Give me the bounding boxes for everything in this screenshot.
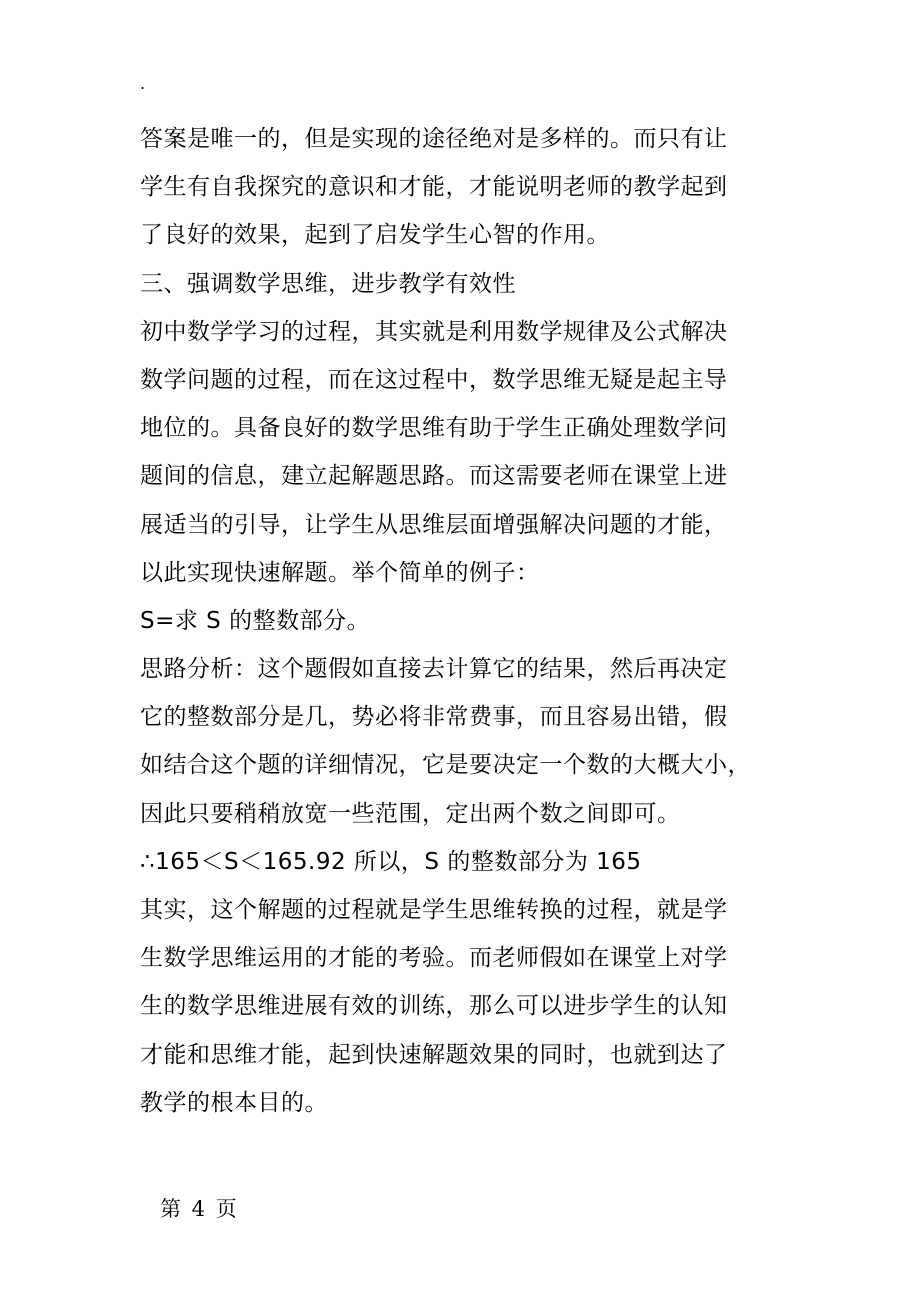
text-line: 生数学思维运用的才能的考验。而老师假如在课堂上对学 — [140, 945, 728, 972]
text-line: 其实，这个解题的过程就是学生思维转换的过程，就是学 — [140, 897, 728, 923]
text-line: 了良好的效果，起到了启发学生心智的作用。 — [140, 222, 610, 249]
text-line: 题间的信息，建立起解题思路。而这需要老师在课堂上进 — [140, 463, 728, 490]
page-number: 第 4 页 — [160, 1197, 239, 1221]
text-line: 生的数学思维进展有效的训练，那么可以进步学生的认知 — [140, 993, 728, 1020]
text-line: 数学问题的过程，而在这过程中，数学思维无疑是起主导 — [140, 366, 728, 393]
header-dot: . — [140, 74, 146, 93]
text-line: 如结合这个题的详细情况，它是要决定一个数的大概大小， — [140, 752, 751, 779]
math-line: ∴165＜S＜165.92 所以，S 的整数部分为 165 — [140, 848, 642, 875]
document-body — [140, 115, 780, 1127]
text-line: 展适当的引导，让学生从思维层面增强解决问题的才能， — [140, 511, 728, 538]
text-line: 才能和思维才能，起到快速解题效果的同时，也就到达了 — [140, 1041, 728, 1068]
text-line: 地位的。具备良好的数学思维有助于学生正确处理数学问 — [140, 415, 728, 442]
text-line: 以此实现快速解题。举个简单的例子： — [140, 559, 540, 586]
text-line: 初中数学学习的过程，其实就是利用数学规律及公式解决 — [140, 318, 728, 345]
text-line: S=求 S 的整数部分。 — [140, 607, 371, 634]
text-line: 思路分析：这个题假如直接去计算它的结果，然后再决定 — [140, 656, 728, 683]
text-line: 学生有自我探究的意识和才能，才能说明老师的教学起到 — [140, 174, 728, 201]
text-line: 它的整数部分是几，势必将非常费事，而且容易出错，假 — [140, 704, 728, 731]
text-line: 教学的根本目的。 — [140, 1089, 328, 1116]
text-line: 答案是唯一的，但是实现的途径绝对是多样的。而只有让 — [140, 126, 728, 152]
section-heading: 三、强调数学思维，进步教学有效性 — [140, 270, 516, 297]
text-line: 因此只要稍稍放宽一些范围，定出两个数之间即可。 — [140, 800, 681, 827]
